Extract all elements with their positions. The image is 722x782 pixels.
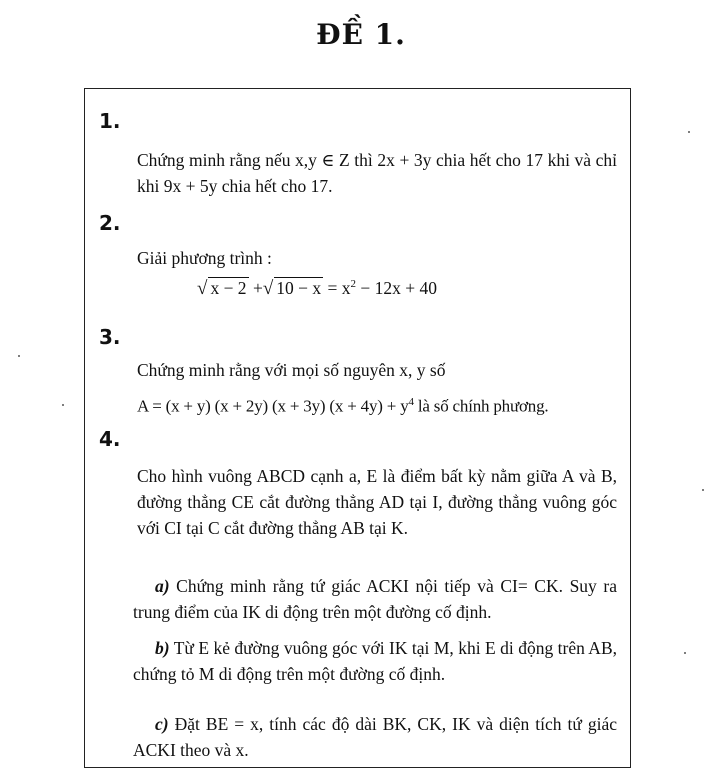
- scan-speck: [688, 131, 690, 133]
- radicand: x − 2: [210, 278, 247, 298]
- equation-rhs: = x: [327, 278, 351, 298]
- scan-speck: [62, 404, 64, 406]
- problem-text: Chứng minh rằng với mọi số nguyên x, y số: [137, 360, 446, 380]
- equation-rhs-rest: − 12x + 40: [356, 278, 437, 298]
- page-title: ĐỀ 1.: [316, 18, 406, 51]
- problem-box: [84, 88, 631, 768]
- sub-question-c: [133, 711, 617, 763]
- sub-question-a: [133, 573, 617, 625]
- problem-text: Giải phương trình :: [137, 248, 272, 268]
- problem-text: Chứng minh rằng nếu x,y ∈ Z thì 2x + 3y chia hết cho 17 khi và chỉ khi 9x + 5y chia hết cho 17.: [137, 150, 617, 196]
- problem-number: 2.: [99, 211, 121, 235]
- radical-sign: √: [262, 278, 274, 299]
- scan-speck: [702, 489, 704, 491]
- scan-speck: [684, 652, 686, 654]
- exponent: 4: [408, 396, 414, 408]
- exponent: 2: [350, 278, 356, 291]
- part-text: Đặt BE = x, tính các độ dài BK, CK, IK và diện tích tứ giác ACKI theo và x.: [133, 714, 618, 760]
- part-text: Từ E kẻ đường vuông góc với IK tại M, khi E di động trên AB, chứng tỏ M di động trên một đường cố định.: [133, 638, 617, 684]
- radicand: 10 − x: [276, 278, 322, 298]
- problem-number: 1.: [99, 109, 121, 133]
- problem-number: 4.: [99, 427, 121, 451]
- expression: A = (x + y) (x + 2y) (x + 3y) (x + 4y) + y: [137, 396, 409, 416]
- part-label: c): [155, 714, 169, 734]
- equation: √ x − 2 +√ $10 - x = x^2 - 12x + 40$: [197, 278, 437, 299]
- part-label: a): [155, 576, 170, 596]
- radical-sign: √: [197, 278, 208, 299]
- scan-speck: [18, 355, 20, 357]
- part-text: Chứng minh rằng tứ giác ACKI nội tiếp và CI= CK. Suy ra trung điểm của IK di động trên một đường cố định.: [133, 576, 617, 622]
- sub-question-b: [133, 635, 617, 687]
- part-label: b): [155, 638, 170, 658]
- expression-line: [137, 389, 617, 420]
- expression-rest: là số chính phương.: [413, 396, 549, 416]
- problem-number: 3.: [99, 325, 121, 349]
- problem-text: Cho hình vuông ABCD cạnh a, E là điểm bất kỳ nằm giữa A và B, đường thẳng CE cắt đường thẳng AD tại I, đường thẳng vuông góc với CI tại C cắt đường thẳng AB tại K.: [137, 466, 617, 538]
